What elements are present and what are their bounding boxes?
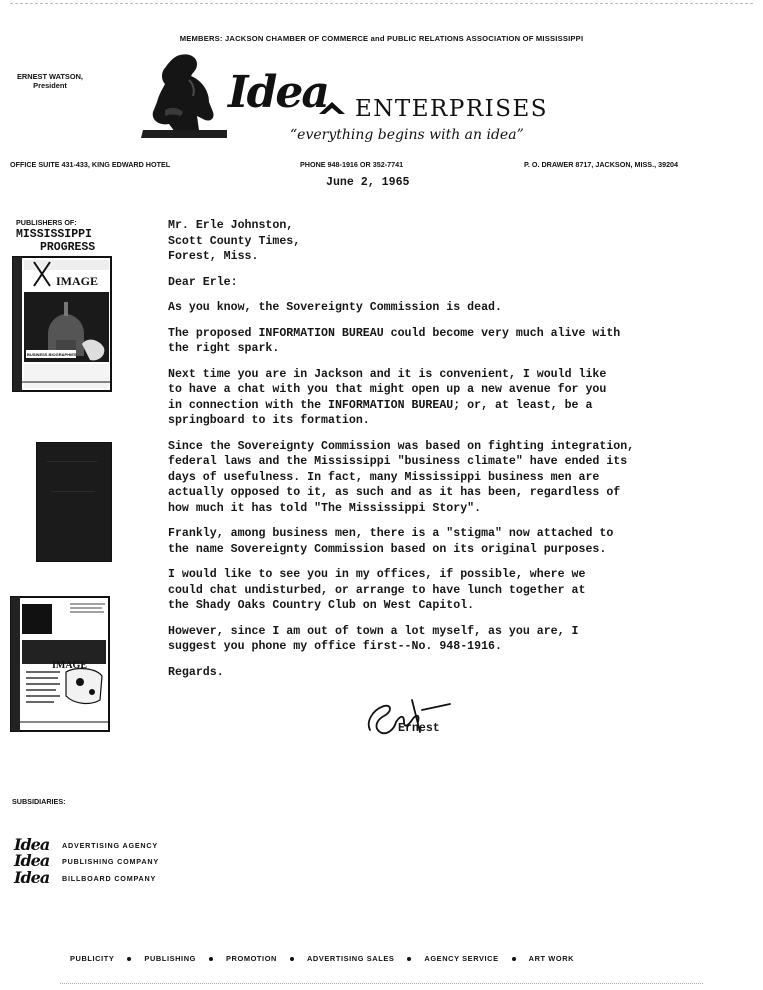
book-2-emboss-line (47, 461, 97, 462)
book-cover-louisiana (10, 596, 110, 732)
office-address: OFFICE SUITE 431-433, KING EDWARD HOTEL (10, 160, 171, 169)
letter-paragraph: The proposed INFORMATION BUREAU could become very much alive with the right spark. (168, 326, 621, 355)
salutation: Dear Erle: (168, 275, 238, 289)
letter-paragraph: Frankly, among business men, there is a "stigma" now attached to the name Sovereignty Commission based on its original purposes. (168, 527, 614, 556)
president-block (10, 72, 90, 90)
subsidiary-logo: Idea (14, 835, 50, 854)
bullet-icon (512, 957, 516, 961)
publishers-label: PUBLISHERS OF: (16, 218, 77, 227)
book-2-emboss-line (51, 491, 95, 492)
book-1-title: IMAGE (56, 274, 98, 288)
subsidiary-logo: Idea (14, 868, 50, 887)
services-footer (70, 954, 670, 963)
letter-paragraph: Since the Sovereignty Commission was based on fighting integration, federal laws and the Mississippi "business climate" have ended its days of usefulness. In fact, many Mississippi business men are actually opposed to it, as such and as it has been, regardless of how much it has told "The Mississippi Story". (168, 439, 635, 515)
president-name: ERNEST WATSON, (17, 72, 83, 81)
thinker-statue-icon (135, 50, 230, 140)
bullet-icon (127, 957, 131, 961)
closing: Regards. (168, 665, 224, 679)
top-edge-line (10, 3, 753, 4)
service-item: AGENCY SERVICE (424, 954, 499, 963)
subsidiaries-label: SUBSIDIARIES: (12, 797, 66, 806)
bullet-icon (290, 957, 294, 961)
bottom-edge-line (60, 983, 703, 984)
memberships-line: MEMBERS: JACKSON CHAMBER OF COMMERCE and PUBLIC RELATIONS ASSOCIATION OF MISSISSIPPI (179, 34, 584, 43)
recipient-line: Mr. Erle Johnston, (168, 219, 294, 232)
slogan: “everything begins with an idea” (290, 127, 524, 143)
publication-name (16, 229, 126, 254)
letter-paragraph: I would like to see you in my offices, if possible, where we could chat undisturbed, or arrange to have lunch together at the Shady Oaks Country Club on West Capitol. (168, 568, 586, 612)
service-item: ART WORK (528, 954, 575, 963)
bullet-icon (209, 957, 213, 961)
signature-name: Ernest (398, 722, 440, 735)
subsidiary-label: PUBLISHING COMPANY (62, 857, 159, 866)
company-name: ENTERPRISES (355, 96, 549, 122)
letter-date: June 2, 1965 (326, 176, 410, 189)
book-cover-image (12, 256, 112, 392)
postal-address: P. O. DRAWER 8717, JACKSON, MISS., 39204 (524, 160, 679, 169)
recipient-line: Forest, Miss. (168, 250, 259, 263)
idea-logo: Idea (228, 67, 328, 118)
service-item: PUBLICITY (70, 954, 115, 963)
letter-body (168, 218, 728, 690)
service-item: ADVERTISING SALES (306, 954, 395, 963)
book-cover-dark (36, 442, 112, 562)
president-title: President (33, 81, 67, 90)
subsidiary-logo: Idea (14, 851, 50, 870)
subsidiary-label: ADVERTISING AGENCY (62, 841, 158, 850)
letter-paragraph: However, since I am out of town a lot myself, as you are, I suggest you phone my office first--No. 948-1916. (168, 624, 579, 653)
logo-arrow-icon (317, 100, 347, 116)
service-item: PUBLISHING (144, 954, 196, 963)
service-item: PROMOTION (226, 954, 277, 963)
subsidiary-label: BILLBOARD COMPANY (62, 874, 157, 883)
recipient-line: Scott County Times, (168, 234, 301, 248)
recipient-block (168, 218, 728, 265)
letter-paragraph: Next time you are in Jackson and it is convenient, I would like to have a chat with you that might open up a new avenue for you in connection with the INFORMATION BUREAU; or, at least, be a springboard to its formation. (168, 367, 607, 427)
letter-paragraph: As you know, the Sovereignty Commission is dead. (168, 301, 502, 314)
book-1-banner: BUSINESS BIOGRAPHIES (27, 352, 77, 357)
publication-line-1: MISSISSIPPI (16, 228, 92, 241)
publication-line-2: PROGRESS (40, 240, 96, 254)
bullet-icon (407, 957, 411, 961)
phone-numbers: PHONE 948-1916 OR 352-7741 (300, 160, 404, 169)
book-3-title: IMAGE (52, 660, 87, 671)
